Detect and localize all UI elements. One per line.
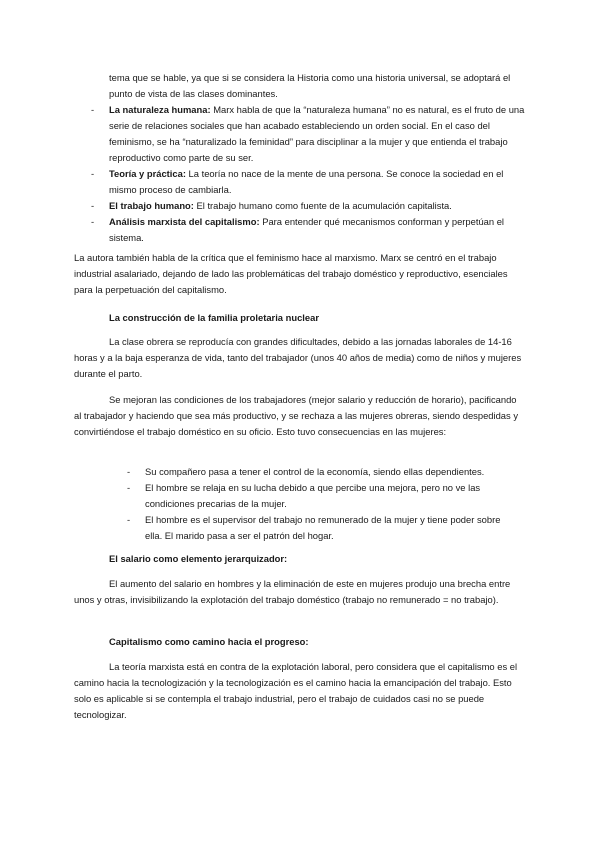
concept-text: La teoría no nace de la mente de una persona. Se conoce la sociedad en el mismo proceso de cambiarla. xyxy=(109,168,504,195)
consequence-text: El hombre se relaja en su lucha debido a que percibe una mejora, pero no ve las condiciones precarias de la mujer. xyxy=(145,482,481,509)
intro-continuation: tema que se hable, ya que si se considera la Historia como una historia universal, se adoptará el punto de vista de las clases dominantes. xyxy=(109,72,511,99)
salary-paragraph: El aumento del salario en hombres y la eliminación de este en mujeres produjo una brecha entre unos y otras, invisibilizando la explotación del trabajo doméstico (trabajo no remunerado = no trabajo). xyxy=(74,578,511,605)
consequence-text: Su compañero pasa a tener el control de la economía, siendo ellas dependientes. xyxy=(145,466,485,477)
concept-text: Para entender qué mecanismos conforman y perpetúan el sistema. xyxy=(109,216,505,243)
concepts-list xyxy=(74,102,526,246)
consequences-list xyxy=(74,464,526,544)
list-item: - Su compañero pasa a tener el control de la economía, siendo ellas dependientes. xyxy=(127,466,485,477)
consequence-text: El hombre es el supervisor del trabajo no remunerado de la mujer y tiene poder sobre ella. El marido pasa a ser el patrón del hogar. xyxy=(145,514,501,541)
list-item: - El trabajo humano: El trabajo humano como fuente de la acumulación capitalista. xyxy=(91,200,452,211)
section-heading-progress: Capitalismo como camino hacia el progreso: xyxy=(109,636,309,647)
list-item: - Teoría y práctica: La teoría no nace de la mente de una persona. Se conoce la sociedad en el mismo proceso de cambiarla. xyxy=(91,168,504,195)
section-heading-salary: El salario como elemento jerarquizador: xyxy=(109,553,288,564)
concept-term: Análisis marxista del capitalismo: xyxy=(109,216,260,227)
list-item: - El hombre se relaja en su lucha debido a que percibe una mejora, pero no ve las condiciones precarias de la mujer. xyxy=(127,482,481,509)
list-item: - Análisis marxista del capitalismo: Para entender qué mecanismos conforman y perpetúan el sistema. xyxy=(91,216,505,243)
concept-term: El trabajo humano: xyxy=(109,200,194,211)
family-paragraph-1: La clase obrera se reproducía con grandes dificultades, debido a las jornadas laborales de 14-16 horas y a la baja esperanza de vida, tanto del trabajador (unos 40 años de media) como de niños y mujeres durante el parto. xyxy=(74,336,522,379)
concept-text: El trabajo humano como fuente de la acumulación capitalista. xyxy=(193,200,452,211)
progress-paragraph: La teoría marxista está en contra de la explotación laboral, pero considera que el capitalismo es el camino hacia la tecnologización y la tecnologización es el camino hacia la emancipación del trabajo. Esto solo es aplicable si se contempla el trabajo industrial, pero el trabajo de cuidados casi no se puede tecnologizar. xyxy=(74,661,518,720)
section-heading-family: La construcción de la familia proletaria nuclear xyxy=(109,312,319,323)
concepts-block xyxy=(74,70,526,246)
critique-paragraph: La autora también habla de la crítica que el feminismo hace al marxismo. Marx se centró en el trabajo industrial asalariado, dejando de lado las problemáticas del trabajo doméstico y reproductivo, esenciales para la perpetuación del capitalismo. xyxy=(74,252,508,295)
family-paragraph-2: Se mejoran las condiciones de los trabajadores (mejor salario y reducción de horario), pacificando al trabajador y haciendo que sea más productivo, y se rechaza a las mujeres obreras, siendo despedidas y convirtiéndose el trabajo doméstico en su oficio. Esto tuvo consecuencias en las mujeres: xyxy=(74,394,519,437)
list-item: - La naturaleza humana: Marx habla de que la “naturaleza humana” no es natural, es el fruto de una serie de relaciones sociales que han acabado estableciendo un orden social. En el caso del feminismo, se ha “naturalizado la feminidad” para disciplinar a la mujer y que entienda el trabajo reproductivo como parte de su ser. xyxy=(91,104,525,163)
list-item: - El hombre es el supervisor del trabajo no remunerado de la mujer y tiene poder sobre ella. El marido pasa a ser el patrón del hogar. xyxy=(127,514,501,541)
concept-term: Teoría y práctica: xyxy=(109,168,186,179)
concept-term: La naturaleza humana: xyxy=(109,104,211,115)
concept-text: Marx habla de que la “naturaleza humana” no es natural, es el fruto de una serie de relaciones sociales que han acabado estableciendo un orden social. En el caso del feminismo, se ha “naturalizado la feminidad” para disciplinar a la mujer y que entienda el trabajo reproductivo como parte de su ser. xyxy=(109,104,525,163)
